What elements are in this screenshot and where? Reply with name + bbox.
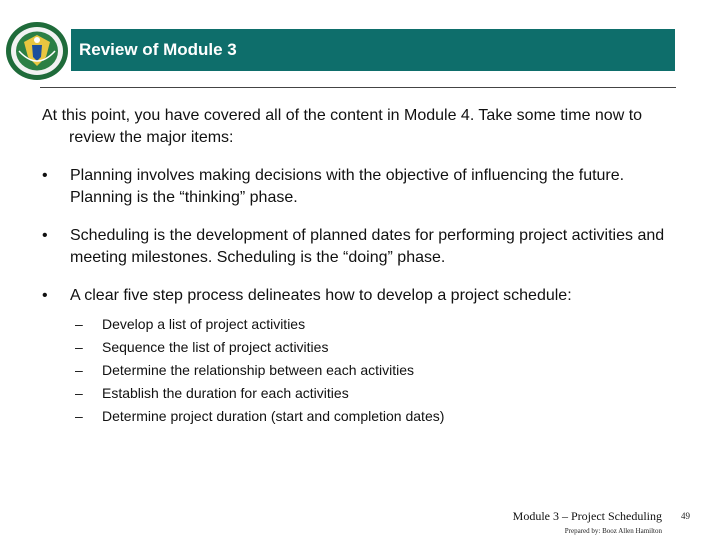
- dash-marker: –: [75, 339, 83, 355]
- title-divider: [40, 87, 676, 88]
- bullet-text: Planning involves making decisions with the objective of influencing the future. Planning is the “thinking” phase.: [70, 167, 625, 206]
- bullet-item-scheduling: [42, 225, 682, 269]
- footer-credit: Prepared by: Booz Allen Hamilton: [564, 527, 662, 535]
- bullet-item-process: [42, 285, 682, 428]
- dash-marker: –: [75, 362, 83, 378]
- bullet-list: [42, 165, 682, 428]
- step-item: [70, 336, 682, 359]
- footer-module-title: Module 3 – Project Scheduling: [512, 509, 662, 523]
- slide-content: [42, 105, 682, 428]
- step-text: Determine project duration (start and completion dates): [102, 408, 445, 424]
- step-list: [70, 313, 682, 428]
- dash-marker: –: [75, 385, 83, 401]
- step-item: [70, 382, 682, 405]
- step-item: [70, 359, 682, 382]
- step-text: Establish the duration for each activities: [102, 385, 349, 401]
- slide-title: Review of Module 3: [79, 40, 237, 59]
- bullet-text: A clear five step process delineates how to develop a project schedule:: [70, 287, 572, 304]
- page-number: 49: [681, 511, 690, 521]
- dash-marker: –: [75, 316, 83, 332]
- bullet-item-planning: [42, 165, 682, 209]
- dash-marker: –: [75, 408, 83, 424]
- step-item: [70, 313, 682, 336]
- bullet-text: Scheduling is the development of planned dates for performing project activities and meeting milestones. Scheduling is the “doing” phase.: [70, 227, 665, 266]
- intro-paragraph: At this point, you have covered all of the content in Module 4. Take some time now to review the major items:: [42, 107, 643, 146]
- department-of-energy-seal-icon: [5, 21, 69, 81]
- bullet-marker: •: [42, 287, 48, 304]
- bullet-marker: •: [42, 167, 48, 184]
- bullet-marker: •: [42, 227, 48, 244]
- step-text: Determine the relationship between each activities: [102, 362, 415, 378]
- step-text: Sequence the list of project activities: [102, 339, 329, 355]
- title-bar: [71, 29, 675, 71]
- step-item: [70, 405, 682, 428]
- step-text: Develop a list of project activities: [102, 316, 306, 332]
